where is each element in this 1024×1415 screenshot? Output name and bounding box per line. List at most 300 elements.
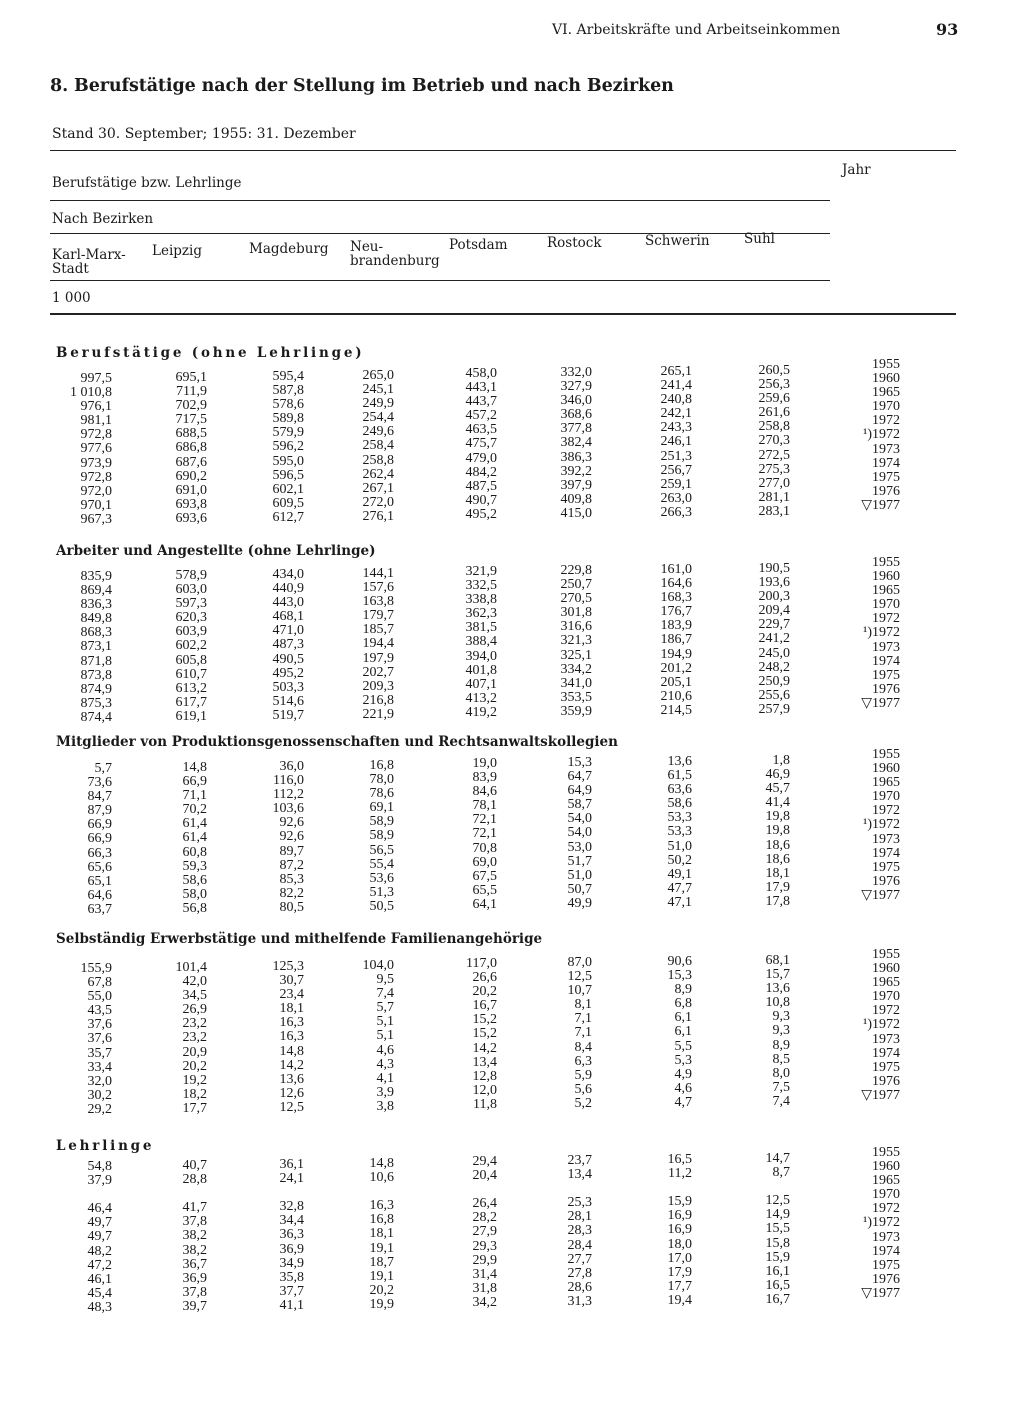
- table-cell: 20,2: [472, 984, 497, 1000]
- year-cell: 1965: [872, 1173, 900, 1189]
- data-column: [661, 365, 693, 520]
- table-cell: 34,9: [279, 1255, 304, 1271]
- table-cell: 20,9: [182, 1044, 207, 1060]
- table-cell: 221,9: [362, 706, 394, 722]
- table-cell: 251,3: [660, 448, 692, 464]
- table-cell: 10,7: [567, 983, 592, 999]
- table-cell: 23,4: [279, 987, 304, 1003]
- table-cell: 868,3: [80, 625, 112, 641]
- year-cell: ¹)1972: [863, 817, 900, 833]
- table-cell: 413,2: [465, 690, 497, 706]
- table-cell: 84,6: [472, 784, 497, 800]
- table-cell: 32,0: [87, 1073, 112, 1089]
- table-cell: 45,4: [87, 1285, 112, 1301]
- table-cell: 49,9: [567, 895, 592, 911]
- table-cell: 34,4: [279, 1213, 304, 1229]
- table-cell: 487,5: [465, 478, 497, 494]
- table-cell: 37,7: [279, 1283, 304, 1299]
- table-cell: 260,5: [758, 363, 790, 378]
- table-cell: 321,3: [560, 633, 592, 649]
- row-label-header: Berufstätige bzw. Lehrlinge: [52, 175, 242, 191]
- table-cell: 479,0: [465, 450, 497, 466]
- table-cell: 997,5: [80, 371, 112, 386]
- table-cell: 46,4: [87, 1201, 112, 1217]
- table-cell: 55,0: [87, 989, 112, 1005]
- table-cell: 693,8: [175, 496, 207, 512]
- year-cell: 1972: [872, 803, 900, 819]
- table-cell: 30,2: [87, 1087, 112, 1103]
- table-cell: 475,7: [465, 436, 497, 452]
- table-cell: 66,9: [182, 774, 207, 790]
- column-header: [350, 240, 440, 268]
- table-cell: 23,7: [567, 1153, 592, 1168]
- table-cell: 835,9: [80, 569, 112, 584]
- table-cell: 19,1: [369, 1268, 394, 1284]
- year-cell: ▽1977: [861, 497, 900, 513]
- table-cell: 1,8: [772, 753, 790, 768]
- table-cell: 359,9: [560, 703, 592, 719]
- table-cell: 241,4: [660, 378, 692, 394]
- table-cell: 64,1: [472, 896, 497, 912]
- table-cell: 13,6: [765, 981, 790, 997]
- table-cell: 49,1: [667, 866, 692, 882]
- table-cell: 29,2: [87, 1101, 112, 1117]
- table-cell: 8,4: [574, 1039, 592, 1055]
- table-cell: 972,8: [80, 427, 112, 443]
- table-cell: 587,8: [272, 383, 304, 399]
- table-cell: 17,7: [667, 1278, 692, 1294]
- data-column: [88, 762, 113, 917]
- table-cell: 51,0: [567, 867, 592, 883]
- table-cell: 29,3: [472, 1238, 497, 1254]
- table-cell: 6,1: [674, 1024, 692, 1040]
- data-column: [273, 568, 305, 723]
- table-cell: 5,1: [376, 1028, 394, 1044]
- year-cell: 1974: [872, 845, 900, 861]
- table-cell: 33,4: [87, 1059, 112, 1075]
- table-cell: 490,5: [272, 651, 304, 667]
- table-cell: 5,5: [674, 1038, 692, 1054]
- table-cell: 5,2: [574, 1095, 592, 1111]
- data-column: [668, 955, 693, 1110]
- year-cell: 1960: [872, 371, 900, 387]
- column-header: [547, 236, 602, 250]
- table-cell: [370, 1185, 395, 1199]
- table-cell: 59,3: [182, 858, 207, 874]
- year-column: [861, 358, 900, 513]
- table-cell: 14,2: [279, 1057, 304, 1073]
- table-cell: 83,9: [472, 770, 497, 786]
- table-cell: 56,8: [182, 900, 207, 916]
- column-header-line: Leipzig: [152, 243, 202, 259]
- year-cell: 1973: [872, 639, 900, 655]
- table-cell: 6,3: [574, 1053, 592, 1069]
- table-cell: 42,0: [182, 974, 207, 990]
- table-cell: 259,1: [660, 476, 692, 492]
- table-cell: 976,1: [80, 399, 112, 415]
- table-cell: 18,6: [765, 851, 790, 867]
- data-column: [363, 369, 395, 524]
- table-cell: 338,8: [465, 592, 497, 608]
- table-cell: 605,8: [175, 652, 207, 668]
- table-cell: 688,5: [175, 426, 207, 442]
- table-cell: 255,6: [758, 687, 790, 703]
- table-cell: 972,0: [80, 483, 112, 499]
- table-cell: 12,6: [279, 1085, 304, 1101]
- table-cell: 463,5: [465, 422, 497, 438]
- table-cell: 327,9: [560, 379, 592, 395]
- table-cell: 201,2: [660, 660, 692, 676]
- table-cell: 36,3: [279, 1227, 304, 1243]
- table-cell: 490,7: [465, 492, 497, 508]
- column-header-line: Suhl: [744, 231, 775, 247]
- table-cell: 51,3: [369, 884, 394, 900]
- table-cell: 19,1: [369, 1240, 394, 1256]
- table-cell: 194,4: [362, 636, 394, 652]
- table-cell: 495,2: [272, 665, 304, 681]
- year-cell: 1960: [872, 761, 900, 777]
- data-column: [273, 370, 305, 525]
- table-cell: 875,3: [80, 695, 112, 711]
- table-cell: 193,6: [758, 575, 790, 591]
- table-cell: 36,9: [182, 1270, 207, 1286]
- table-cell: 254,4: [362, 410, 394, 426]
- table-cell: 61,4: [182, 816, 207, 832]
- table-cell: 90,6: [667, 954, 692, 969]
- table-cell: 381,5: [465, 620, 497, 636]
- table-cell: 209,3: [362, 678, 394, 694]
- table-cell: 16,9: [667, 1222, 692, 1238]
- year-cell: 1970: [872, 989, 900, 1005]
- table-cell: 53,3: [667, 824, 692, 840]
- data-column: [81, 570, 113, 725]
- year-cell: 1955: [872, 747, 900, 762]
- data-column: [766, 954, 791, 1109]
- table-cell: 397,9: [560, 477, 592, 493]
- table-cell: 70,2: [182, 802, 207, 818]
- year-cell: ▽1977: [861, 887, 900, 903]
- data-column: [183, 1159, 208, 1314]
- data-column: [759, 562, 791, 717]
- table-cell: 4,7: [674, 1094, 692, 1110]
- year-cell: 1975: [872, 1059, 900, 1075]
- table-cell: 53,6: [369, 870, 394, 886]
- table-cell: 263,0: [660, 490, 692, 506]
- table-cell: 596,2: [272, 439, 304, 455]
- table-cell: 87,9: [87, 803, 112, 819]
- table-cell: 36,7: [182, 1256, 207, 1272]
- table-cell: 176,7: [660, 604, 692, 620]
- table-cell: 36,1: [279, 1157, 304, 1172]
- table-cell: 18,1: [369, 1226, 394, 1242]
- table-cell: 16,3: [279, 1015, 304, 1031]
- table-cell: 29,4: [472, 1154, 497, 1169]
- table-cell: 89,7: [279, 843, 304, 859]
- year-cell: 1973: [872, 441, 900, 457]
- table-cell: 16,7: [472, 998, 497, 1014]
- table-cell: 19,2: [182, 1072, 207, 1088]
- table-cell: 20,2: [369, 1282, 394, 1298]
- table-cell: 368,6: [560, 407, 592, 423]
- table-subtitle: Stand 30. September; 1955: 31. Dezember: [52, 126, 356, 142]
- unit-label: 1 000: [52, 290, 91, 306]
- table-cell: 8,1: [574, 997, 592, 1013]
- table-cell: 325,1: [560, 647, 592, 663]
- table-cell: 17,0: [667, 1250, 692, 1266]
- table-cell: 66,9: [87, 817, 112, 833]
- table-cell: 970,1: [80, 497, 112, 513]
- table-cell: 39,7: [182, 1298, 207, 1314]
- year-cell: 1965: [872, 385, 900, 401]
- year-cell: 1975: [872, 667, 900, 683]
- table-cell: 8,9: [674, 982, 692, 998]
- table-cell: 72,1: [472, 812, 497, 828]
- table-cell: 104,0: [362, 958, 394, 973]
- year-cell: ▽1977: [861, 1087, 900, 1103]
- column-header: [52, 248, 126, 276]
- data-column: [273, 960, 305, 1115]
- year-cell: 1960: [872, 1159, 900, 1175]
- table-cell: 85,3: [279, 871, 304, 887]
- table-cell: 248,2: [758, 659, 790, 675]
- table-cell: 69,1: [369, 800, 394, 816]
- column-header-line: Rostock: [547, 235, 602, 251]
- column-header-line: Schwerin: [645, 233, 710, 249]
- table-cell: 972,8: [80, 469, 112, 485]
- table-cell: 65,6: [87, 859, 112, 875]
- table-cell: 210,6: [660, 688, 692, 704]
- table-cell: 443,7: [465, 394, 497, 410]
- table-cell: 28,3: [567, 1223, 592, 1239]
- table-cell: 63,6: [667, 782, 692, 798]
- table-cell: 216,8: [362, 692, 394, 708]
- table-cell: 47,1: [667, 894, 692, 910]
- table-cell: 977,6: [80, 441, 112, 457]
- table-cell: 836,3: [80, 597, 112, 613]
- table-cell: 27,7: [567, 1251, 592, 1267]
- table-cell: 341,0: [560, 675, 592, 691]
- table-cell: 47,2: [87, 1257, 112, 1273]
- year-cell: 1955: [872, 357, 900, 372]
- table-cell: 24,1: [279, 1171, 304, 1187]
- table-cell: 87,0: [567, 955, 592, 970]
- table-cell: 26,9: [182, 1002, 207, 1018]
- table-cell: 18,6: [765, 837, 790, 853]
- table-cell: 185,7: [362, 622, 394, 638]
- header-rule-bottom: [50, 313, 956, 315]
- table-cell: 27,9: [472, 1224, 497, 1240]
- data-column: [466, 565, 498, 720]
- table-cell: 12,5: [765, 1193, 790, 1209]
- table-cell: 873,8: [80, 667, 112, 683]
- table-cell: 484,2: [465, 464, 497, 480]
- table-cell: 31,4: [472, 1266, 497, 1282]
- data-column: [766, 754, 791, 909]
- table-cell: 11,2: [668, 1166, 692, 1182]
- table-cell: 596,5: [272, 467, 304, 483]
- table-cell: 16,3: [279, 1029, 304, 1045]
- header-rule-1: [50, 200, 830, 201]
- year-cell: 1970: [872, 789, 900, 805]
- table-cell: 51,7: [567, 853, 592, 869]
- table-cell: 321,9: [465, 564, 497, 579]
- table-cell: 609,5: [272, 495, 304, 511]
- year-cell: 1955: [872, 947, 900, 962]
- table-cell: 15,8: [765, 1235, 790, 1251]
- table-cell: 16,3: [369, 1198, 394, 1214]
- table-cell: 15,9: [765, 1249, 790, 1265]
- table-cell: 80,5: [279, 899, 304, 915]
- table-cell: 15,3: [667, 968, 692, 984]
- table-cell: [668, 1181, 693, 1195]
- table-cell: [88, 1188, 113, 1202]
- table-cell: 50,2: [667, 852, 692, 868]
- column-header-line: Karl-Marx-: [52, 247, 126, 263]
- table-cell: 125,3: [272, 959, 304, 974]
- table-cell: 407,1: [465, 676, 497, 692]
- table-cell: 19,8: [765, 823, 790, 839]
- table-cell: 7,1: [574, 1025, 592, 1041]
- table-cell: 316,6: [560, 619, 592, 635]
- table-cell: 266,3: [660, 504, 692, 520]
- year-column: [861, 1146, 900, 1301]
- table-cell: 5,3: [674, 1052, 692, 1068]
- table-cell: 267,1: [362, 480, 394, 496]
- section-title: Lehrlinge: [56, 1138, 155, 1154]
- table-cell: 112,2: [273, 787, 304, 803]
- data-column: [273, 760, 305, 915]
- data-column: [176, 569, 208, 724]
- column-header: [645, 234, 710, 248]
- table-cell: 1 010,8: [70, 385, 112, 401]
- table-cell: 7,1: [574, 1011, 592, 1027]
- table-cell: 468,1: [272, 609, 304, 625]
- table-cell: 229,7: [758, 617, 790, 633]
- table-cell: 15,9: [667, 1194, 692, 1210]
- table-cell: 16,5: [667, 1152, 692, 1167]
- year-cell: 1973: [872, 1229, 900, 1245]
- data-column: [88, 1160, 113, 1315]
- data-column: [370, 1157, 395, 1312]
- table-cell: 20,2: [182, 1058, 207, 1074]
- data-column: [466, 367, 498, 522]
- table-cell: 183,9: [660, 618, 692, 634]
- table-cell: 163,8: [362, 594, 394, 610]
- table-cell: 28,6: [567, 1279, 592, 1295]
- table-cell: 190,5: [758, 561, 790, 576]
- table-cell: 19,9: [369, 1296, 394, 1312]
- table-cell: 967,3: [80, 511, 112, 527]
- table-cell: 64,6: [87, 887, 112, 903]
- header-rule-2: [50, 233, 830, 234]
- table-cell: 58,6: [182, 872, 207, 888]
- data-column: [661, 563, 693, 718]
- table-cell: 12,0: [472, 1082, 497, 1098]
- year-cell: 1974: [872, 653, 900, 669]
- table-cell: 14,8: [369, 1156, 394, 1171]
- table-cell: 16,1: [765, 1263, 790, 1279]
- table-cell: 6,1: [674, 1010, 692, 1026]
- table-cell: 602,1: [272, 481, 304, 497]
- table-cell: 4,3: [376, 1056, 394, 1072]
- table-cell: 68,1: [765, 953, 790, 968]
- table-cell: 617,7: [175, 694, 207, 710]
- table-cell: 41,1: [279, 1297, 304, 1313]
- section-title: Arbeiter und Angestellte (ohne Lehrlinge): [56, 543, 376, 559]
- data-column: [759, 364, 791, 519]
- table-cell: 595,0: [272, 453, 304, 469]
- year-cell: ¹)1972: [863, 1215, 900, 1231]
- table-cell: 702,9: [175, 398, 207, 414]
- table-cell: 5,7: [94, 761, 112, 776]
- table-cell: 41,4: [765, 795, 790, 811]
- data-column: [473, 757, 498, 912]
- year-cell: 1955: [872, 1145, 900, 1160]
- year-cell: ▽1977: [861, 1285, 900, 1301]
- table-cell: 12,8: [472, 1068, 497, 1084]
- table-cell: 579,9: [272, 425, 304, 441]
- table-cell: 332,0: [560, 365, 592, 380]
- table-cell: 78,6: [369, 786, 394, 802]
- table-cell: 332,5: [465, 578, 497, 594]
- table-cell: 256,7: [660, 462, 692, 478]
- table-cell: 34,2: [472, 1294, 497, 1310]
- table-cell: 17,9: [765, 879, 790, 895]
- table-cell: 28,2: [472, 1210, 497, 1226]
- year-cell: 1975: [872, 469, 900, 485]
- table-cell: 101,4: [175, 960, 207, 975]
- table-cell: 283,1: [758, 503, 790, 519]
- table-cell: 209,4: [758, 603, 790, 619]
- table-cell: 38,2: [182, 1228, 207, 1244]
- table-cell: 595,4: [272, 369, 304, 384]
- year-cell: 1976: [872, 483, 900, 499]
- header-rule-top: [50, 150, 956, 151]
- table-cell: 48,2: [87, 1243, 112, 1259]
- group-header: Nach Bezirken: [52, 211, 154, 227]
- table-cell: 258,8: [362, 452, 394, 468]
- year-header: Jahr: [842, 162, 871, 178]
- table-cell: 869,4: [80, 583, 112, 599]
- table-cell: 63,7: [87, 901, 112, 917]
- table-cell: 26,6: [472, 970, 497, 986]
- table-cell: 871,8: [80, 653, 112, 669]
- table-cell: 18,7: [369, 1254, 394, 1270]
- table-cell: 55,4: [369, 856, 394, 872]
- table-cell: 29,9: [472, 1252, 497, 1268]
- year-cell: 1965: [872, 775, 900, 791]
- table-cell: 58,9: [369, 828, 394, 844]
- table-cell: 23,2: [182, 1016, 207, 1032]
- table-cell: 36,9: [279, 1241, 304, 1257]
- table-cell: 589,8: [272, 411, 304, 427]
- year-cell: 1974: [872, 455, 900, 471]
- header-rule-3: [50, 280, 830, 281]
- table-cell: 35,7: [87, 1045, 112, 1061]
- table-cell: 471,0: [272, 623, 304, 639]
- table-cell: 14,2: [472, 1040, 497, 1056]
- table-cell: 242,1: [660, 406, 692, 422]
- year-cell: 1960: [872, 961, 900, 977]
- table-cell: 246,1: [660, 434, 692, 450]
- table-cell: 487,3: [272, 637, 304, 653]
- table-cell: 409,8: [560, 491, 592, 507]
- table-cell: 3,8: [376, 1098, 394, 1114]
- table-cell: 272,0: [362, 494, 394, 510]
- table-cell: 597,3: [175, 596, 207, 612]
- table-cell: 67,8: [87, 975, 112, 991]
- table-cell: 229,8: [560, 563, 592, 578]
